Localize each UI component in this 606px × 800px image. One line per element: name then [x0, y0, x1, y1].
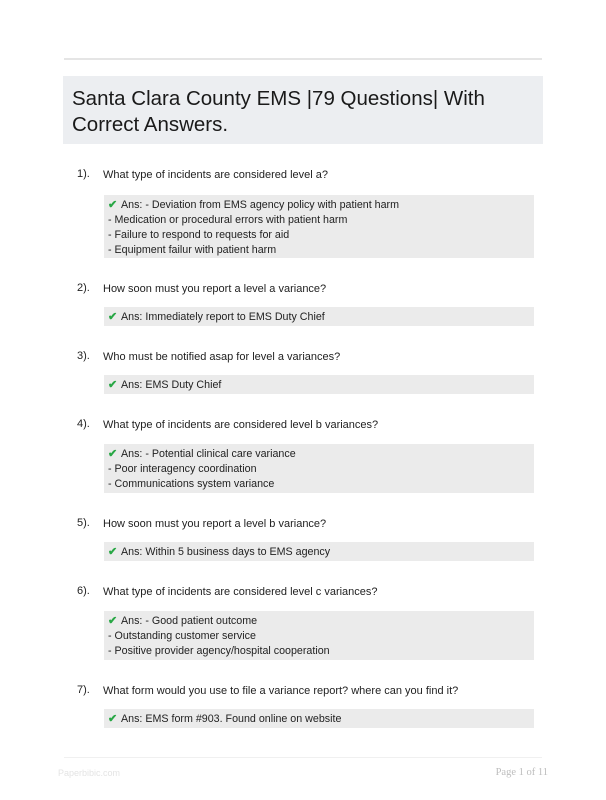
check-icon: ✔: [108, 379, 118, 391]
answer-line: ✔ Ans: - Potential clinical care variance: [108, 448, 296, 460]
answer-line: ✔ Ans: Immediately report to EMS Duty Chief: [108, 311, 325, 323]
answer-line: - Failure to respond to requests for aid: [108, 229, 290, 241]
question-number: 1).: [77, 168, 90, 180]
answer-line: ✔ Ans: EMS Duty Chief: [108, 379, 222, 391]
question-text: Who must be notified asap for level a variances?: [103, 351, 341, 363]
answer-box: [104, 542, 534, 561]
title-banner: [63, 76, 543, 144]
check-icon: ✔: [108, 199, 118, 211]
question-number: 7).: [77, 684, 90, 696]
answer-line: - Medication or procedural errors with patient harm: [108, 214, 348, 226]
document-title: Santa Clara County EMS |79 Questions| With Correct Answers.: [72, 87, 485, 136]
answer-line: ✔ Ans: - Good patient outcome: [108, 615, 258, 627]
answer-line: - Equipment failur with patient harm: [108, 244, 277, 256]
check-icon: ✔: [108, 713, 118, 725]
question-text: What form would you use to file a variance report? where can you find it?: [103, 685, 459, 697]
answer-line: - Communications system variance: [108, 478, 275, 490]
answer-line: ✔ Ans: - Deviation from EMS agency policy with patient harm: [108, 199, 399, 211]
answer-box: [104, 307, 534, 326]
watermark-text: Paperbibic.com: [58, 768, 121, 778]
answer-line: ✔ Ans: Within 5 business days to EMS agency: [108, 546, 331, 558]
answer-box: [104, 375, 534, 394]
question-number: 5).: [77, 517, 90, 529]
question-number: 4).: [77, 418, 90, 430]
answer-line: - Poor interagency coordination: [108, 463, 257, 475]
question-text: What type of incidents are considered level c variances?: [103, 586, 378, 598]
answer-line: ✔ Ans: EMS form #903. Found online on website: [108, 713, 342, 725]
question-text: How soon must you report a level a variance?: [103, 283, 327, 295]
check-icon: ✔: [108, 546, 118, 558]
top-divider: [64, 58, 542, 60]
check-icon: ✔: [108, 311, 118, 323]
check-icon: ✔: [108, 448, 118, 460]
question-text: What type of incidents are considered level a?: [103, 169, 329, 181]
answer-box: [104, 195, 534, 258]
question-number: 2).: [77, 282, 90, 294]
question-number: 6).: [77, 585, 90, 597]
check-icon: ✔: [108, 615, 118, 627]
answer-line: - Positive provider agency/hospital cooperation: [108, 645, 330, 657]
question-text: What type of incidents are considered level b variances?: [103, 419, 379, 431]
question-number: 3).: [77, 350, 90, 362]
answer-box: [104, 611, 534, 660]
answer-box: [104, 444, 534, 493]
answer-box: [104, 709, 534, 728]
bottom-divider: [64, 757, 542, 758]
question-text: How soon must you report a level b variance?: [103, 518, 327, 530]
page-indicator: Page 1 of 11: [495, 767, 548, 778]
answer-line: - Outstanding customer service: [108, 630, 256, 642]
